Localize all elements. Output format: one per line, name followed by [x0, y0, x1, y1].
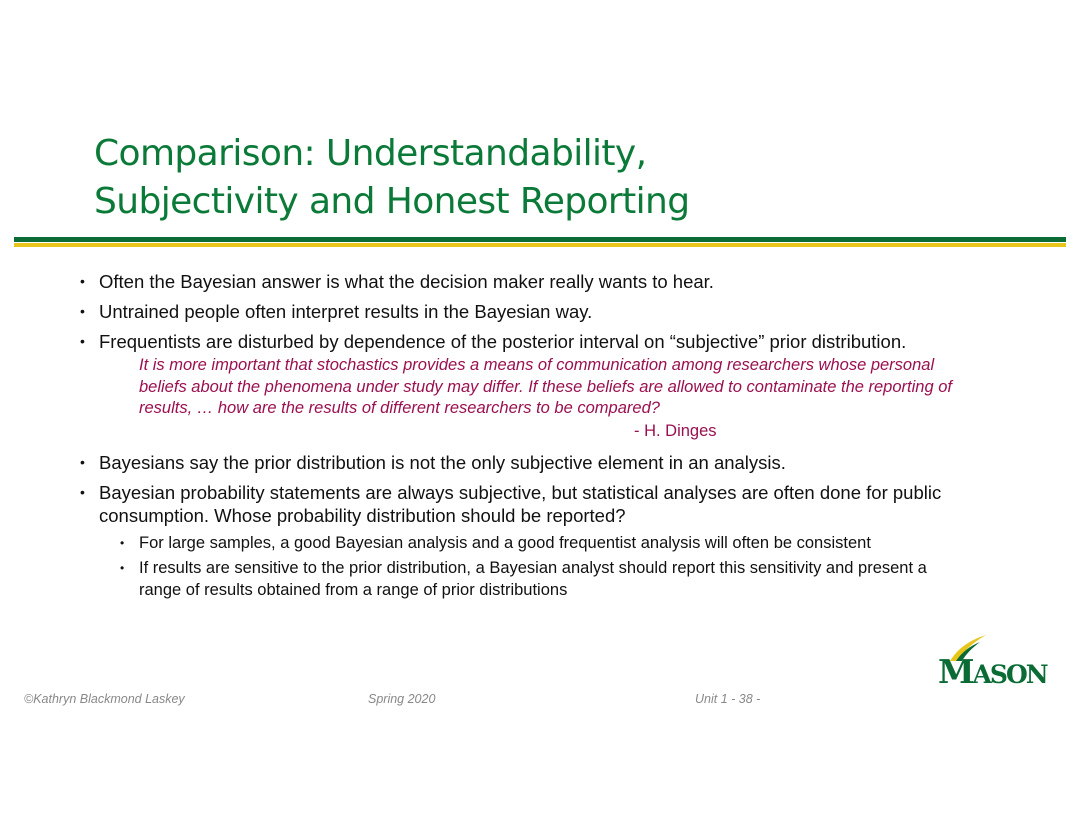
logo-initial: M — [938, 652, 973, 691]
title-divider-green — [14, 237, 1066, 242]
slide-body — [76, 270, 961, 604]
bullet-text: Frequentists are disturbed by dependence of the posterior interval on “subjective” prior distribution. — [99, 331, 907, 352]
bullet-item — [76, 451, 961, 474]
logo-rest: ASON — [972, 660, 1047, 689]
quotation: It is more important that stochastics provides a means of communication among researchers whose personal beliefs about the phenomena under study may differ. If these beliefs are allowed to contaminate the reporting of results, … how are the results of different researchers to be compared? — [139, 356, 952, 417]
bullet-item — [76, 270, 961, 293]
sub-bullet-item — [116, 532, 954, 554]
mason-logo — [934, 634, 1052, 694]
title-line-2: Subjectivity and Honest Reporting — [94, 181, 690, 222]
sub-bullet-text: For large samples, a good Bayesian analysis and a good frequentist analysis will often be consistent — [139, 533, 871, 552]
title-divider-gold — [14, 243, 1066, 247]
bullet-item — [76, 300, 961, 323]
footer-term: Spring 2020 — [368, 692, 436, 706]
sub-bullet-text: If results are sensitive to the prior distribution, a Bayesian analyst should report this sensitivity and present a range of results obtained from a range of prior distributions — [139, 558, 927, 599]
slide-title — [94, 130, 994, 226]
bullet-text: Bayesians say the prior distribution is not the only subjective element in an analysis. — [99, 451, 786, 473]
bullet-icon — [80, 300, 85, 323]
title-line-1: Comparison: Understandability, — [94, 133, 647, 174]
bullet-item — [76, 330, 961, 353]
bullet-text: Bayesian probability statements are always subjective, but statistical analyses are often done for public consumption. Whose probability distribution should be reported? — [99, 481, 942, 526]
footer-author: ©Kathryn Blackmond Laskey — [24, 692, 185, 706]
sub-bullet-item — [116, 557, 954, 601]
bullet-icon — [80, 330, 85, 353]
bullet-icon — [80, 451, 85, 474]
bullet-text: Untrained people often interpret results in the Bayesian way. — [99, 301, 593, 322]
sub-bullet-icon — [120, 532, 124, 554]
sub-bullet-icon — [120, 557, 124, 579]
bullet-text: Often the Bayesian answer is what the decision maker really wants to hear. — [99, 271, 714, 292]
quote-attribution: - H. Dinges — [634, 421, 717, 440]
bullet-icon — [80, 270, 85, 293]
logo-wordmark — [938, 654, 1047, 693]
bullet-icon — [80, 481, 85, 504]
footer-page-number: Unit 1 - 38 - — [695, 692, 761, 706]
bullet-item — [76, 481, 961, 527]
